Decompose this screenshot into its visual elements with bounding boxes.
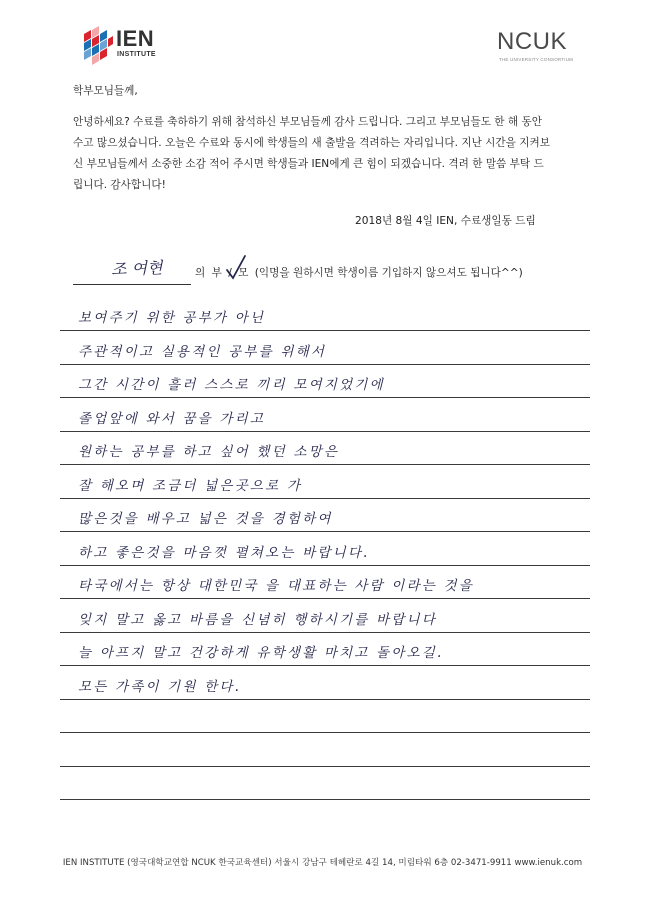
- ncuk-logo: [497, 30, 597, 70]
- handwritten-line: 원하는 공부를 하고 싶어 했던 소망은: [78, 444, 340, 460]
- parent-name-row: [73, 258, 593, 286]
- letter-line: 안녕하세요? 수료를 축하하기 위해 참석하신 부모님들께 감사 드립니다. 그리고 부모님들도 한 해 동안: [73, 116, 542, 128]
- handwritten-line: 주관적이고 실용적인 공부를 위해서: [78, 343, 327, 360]
- handwritten-line: 하고 좋은것을 마음껏 펼쳐오는 바랍니다.: [78, 544, 370, 561]
- letter-line: 수고 많으셨습니다. 오늘은 수료와 동시에 학생들의 새 출발을 격려하는 자리입니다. 지난 시간을 지켜보: [73, 137, 550, 149]
- ruled-line: [60, 364, 590, 365]
- ruled-line: [60, 498, 590, 499]
- ruled-line: [60, 732, 590, 733]
- relation-separator: /: [228, 267, 232, 279]
- letter-salutation: 학부모님들께,: [73, 85, 138, 97]
- handwritten-student-name[interactable]: 조 여현: [110, 258, 163, 279]
- handwritten-response-area[interactable]: [60, 300, 590, 820]
- ien-logo: [82, 26, 202, 66]
- handwritten-line: 타국에서는 항상 대한민국 을 대표하는 사람 이라는 것을: [78, 578, 474, 594]
- name-underline: [73, 284, 191, 285]
- ien-logo-text: IEN: [116, 26, 155, 51]
- handwritten-line: 보여주기 위한 공부가 아닌: [78, 310, 266, 326]
- ien-logo-subtext: INSTITUTE: [117, 51, 156, 58]
- relation-option-father[interactable]: 부: [211, 267, 222, 279]
- ncuk-logo-tagline: THE UNIVERSITY CONSORTIUM: [499, 57, 574, 62]
- handwritten-line: 잘 해오며 조금더 넓은곳으로 가: [78, 477, 303, 494]
- relation-prefix: 의: [195, 267, 206, 279]
- ruled-line: [60, 431, 590, 432]
- ruled-line: [60, 598, 590, 599]
- handwritten-line: 잊지 말고 옳고 바름을 신념히 행하시기를 바랍니다: [78, 611, 438, 628]
- ncuk-logo-text: NCUK: [497, 28, 568, 55]
- ruled-line: [60, 632, 590, 633]
- ruled-line: [60, 531, 590, 532]
- ruled-line: [60, 799, 590, 800]
- ruled-line: [60, 699, 590, 700]
- footer-contact: IEN INSTITUTE (영국대학교연합 NCUK 한국교육센터) 서울시 강남구 테헤란로 4길 14, 미림타워 6층 02-3471-9911 www.ienuk.com: [62, 858, 583, 868]
- handwritten-line: 늘 아프지 말고 건강하게 유학생활 마치고 돌아오길.: [78, 645, 444, 661]
- handwritten-line: 졸업앞에 와서 꿈을 가리고: [78, 410, 266, 427]
- letter-signature: 2018년 8월 4일 IEN, 수료생일동 드림: [355, 215, 536, 227]
- ruled-line: [60, 397, 590, 398]
- handwritten-line: 그간 시간이 흘러 스스로 끼리 모여지었기에: [78, 377, 385, 393]
- ruled-line: [60, 665, 590, 666]
- relation-option-mother[interactable]: 모: [238, 267, 249, 279]
- ruled-line: [60, 330, 590, 331]
- ien-logo-mark: [82, 26, 114, 66]
- ruled-line: [60, 565, 590, 566]
- letter-line: 립니다. 감사합니다!: [73, 179, 166, 191]
- handwritten-line: 많은것을 배우고 넓은 것을 경험하여: [78, 511, 333, 527]
- ruled-line: [60, 464, 590, 465]
- letter-paragraph: [73, 112, 587, 196]
- check-mark-icon: [223, 254, 249, 284]
- handwritten-line: 모든 가족이 기원 한다.: [78, 678, 242, 695]
- relation-note: (익명을 원하시면 학생이름 기입하지 않으셔도 됩니다^^): [254, 267, 523, 279]
- letter-line: 신 부모님들께서 소중한 소감 적어 주시면 학생들과 IEN에게 큰 힘이 되겠습니다. 격려 한 말씀 부탁 드: [73, 158, 544, 170]
- ruled-line: [60, 766, 590, 767]
